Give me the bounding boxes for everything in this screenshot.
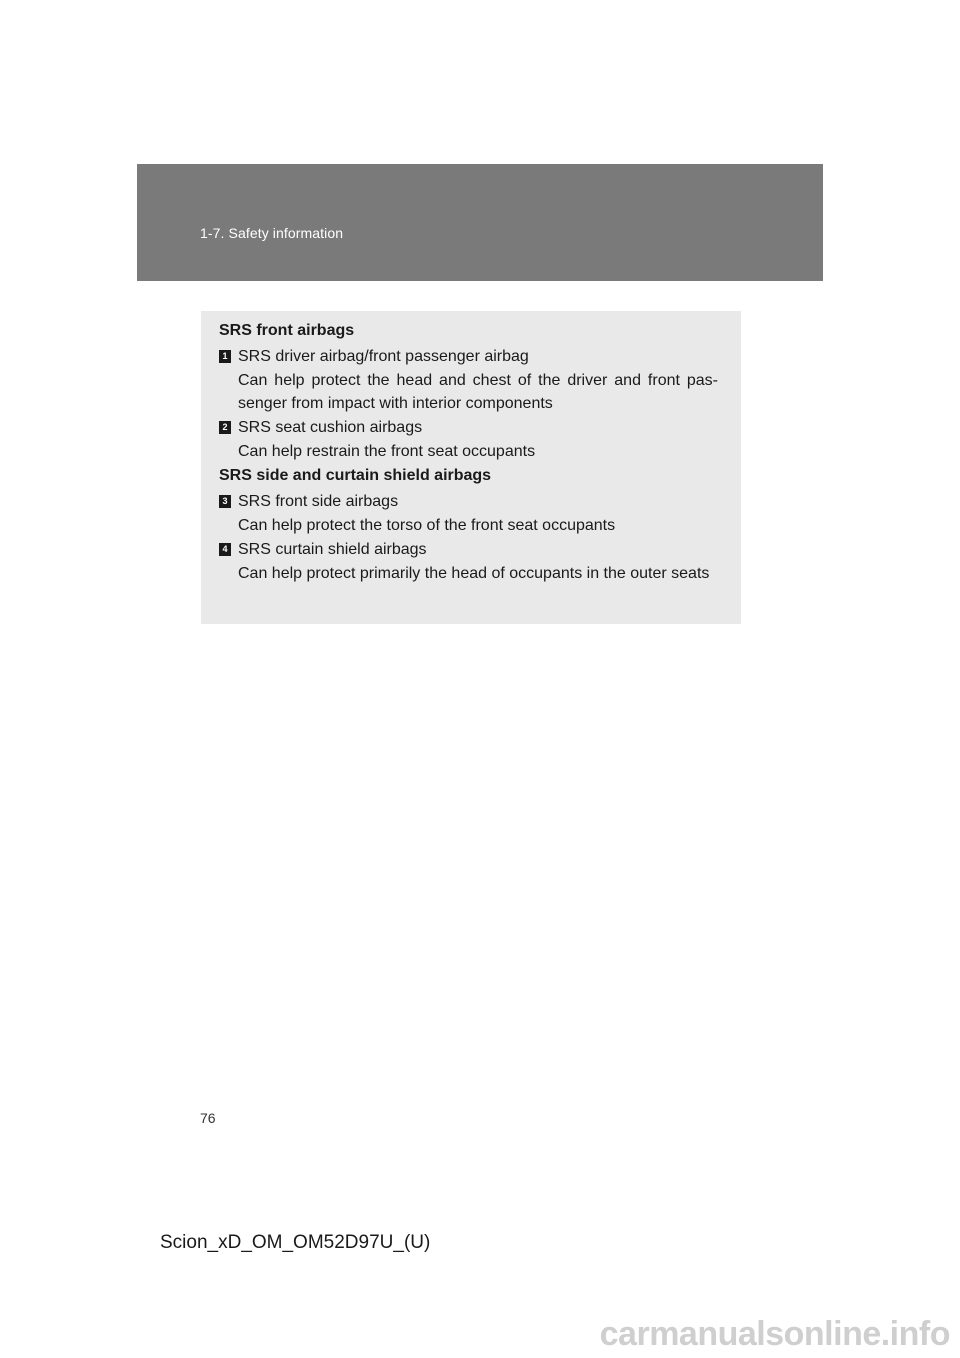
item-title: SRS front side airbags	[238, 493, 399, 510]
front-airbags-heading: SRS front airbags	[219, 322, 355, 339]
section-header-band	[137, 164, 823, 281]
number-badge-icon: 2	[219, 421, 231, 434]
item-description: Can help protect the torso of the front seat occupants	[238, 517, 616, 534]
side-curtain-airbags-heading: SRS side and curtain shield airbags	[219, 467, 492, 484]
item-description: Can help protect primarily the head of occupants in the outer seats	[238, 565, 710, 582]
item-title: SRS driver airbag/front passenger airbag	[238, 348, 529, 365]
item-title: SRS curtain shield airbags	[238, 541, 427, 558]
document-code: Scion_xD_OM_OM52D97U_(U)	[160, 1232, 431, 1253]
list-item	[219, 346, 719, 412]
number-badge-icon: 3	[219, 495, 231, 508]
section-title: 1-7. Safety information	[200, 225, 344, 241]
item-description: Can help protect the head and chest of the driver and front pas-senger from impact with interior components	[238, 372, 718, 412]
number-badge-icon: 1	[219, 350, 231, 363]
list-item	[219, 491, 719, 537]
item-title: SRS seat cushion airbags	[238, 419, 423, 436]
number-badge-icon: 4	[219, 543, 231, 556]
list-item	[219, 417, 719, 463]
item-description: Can help restrain the front seat occupants	[238, 443, 536, 460]
watermark: carmanualsonline.info	[599, 1315, 950, 1353]
page-number: 76	[200, 1110, 216, 1126]
list-item	[219, 539, 719, 609]
